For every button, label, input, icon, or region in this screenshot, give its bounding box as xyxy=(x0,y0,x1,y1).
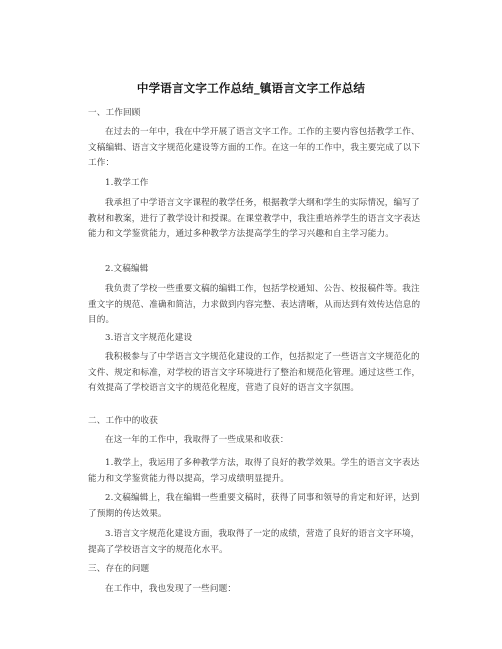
item-standardization-title: 3.语言文字规范化建设 xyxy=(105,333,193,343)
item-editing-body: 我负责了学校一些重要文稿的编辑工作，包括学校通知、公告、校报稿件等。我注重文字的规范、准确和简洁，力求做到内容完整、表达清晰，从而达到有效传达信息的目的。 xyxy=(88,284,421,325)
item-teaching-title: 1.教学工作 xyxy=(105,178,149,188)
document-title: 中学语言文字工作总结_镇语言文字工作总结 xyxy=(136,81,366,95)
section-problems-intro: 在工作中，我也发现了一些问题： xyxy=(105,584,237,594)
section-gains-intro: 在这一年的工作中，我取得了一些成果和收获： xyxy=(105,435,289,445)
item-teaching-body: 我承担了中学语言文字课程的教学任务，根据教学大纲和学生的实际情况，编写了教材和教案，进行了教学设计和授课。在课堂教学中，我注重培养学生的语言文字表达能力和文学鉴赏能力，通过多种教学方法提高学生的学习兴趣和自主学习能力。 xyxy=(88,198,421,239)
gain-teaching: 1.教学上，我运用了多种教学方法，取得了良好的教学效果。学生的语言文字表达能力和文学鉴赏能力得以提高，学习成绩明显提升。 xyxy=(88,458,420,484)
gain-editing: 2.文稿编辑上，我在编辑一些重要文稿时，获得了同事和领导的肯定和好评，达到了预期的传达效果。 xyxy=(88,493,420,519)
gain-standardization: 3.语言文字规范化建设方面，我取得了一定的成绩，营造了良好的语言文字环境，提高了学校语言文字的规范化水平。 xyxy=(88,529,420,555)
item-editing-title: 2.文稿编辑 xyxy=(105,264,149,274)
section-heading-problems: 三、存在的问题 xyxy=(88,564,150,574)
section-heading-gains: 二、工作中的收获 xyxy=(88,416,158,426)
item-standardization-body: 我积极参与了中学语言文字规范化建设的工作，包括拟定了一些语言文字规范化的文件、规定和标准，对学校的语言文字环境进行了整治和规范化管理。通过这些工作，有效提高了学校语言文字的规范化程度，营造了良好的语言文字氛围。 xyxy=(88,352,421,393)
section-heading-review: 一、工作回顾 xyxy=(88,108,141,118)
section-review-intro: 在过去的一年中，我在中学开展了语言文字工作。工作的主要内容包括教学工作、文稿编辑、语言文字规范化建设等方面的工作。在这一年的工作中，我主要完成了以下工作： xyxy=(88,127,421,168)
